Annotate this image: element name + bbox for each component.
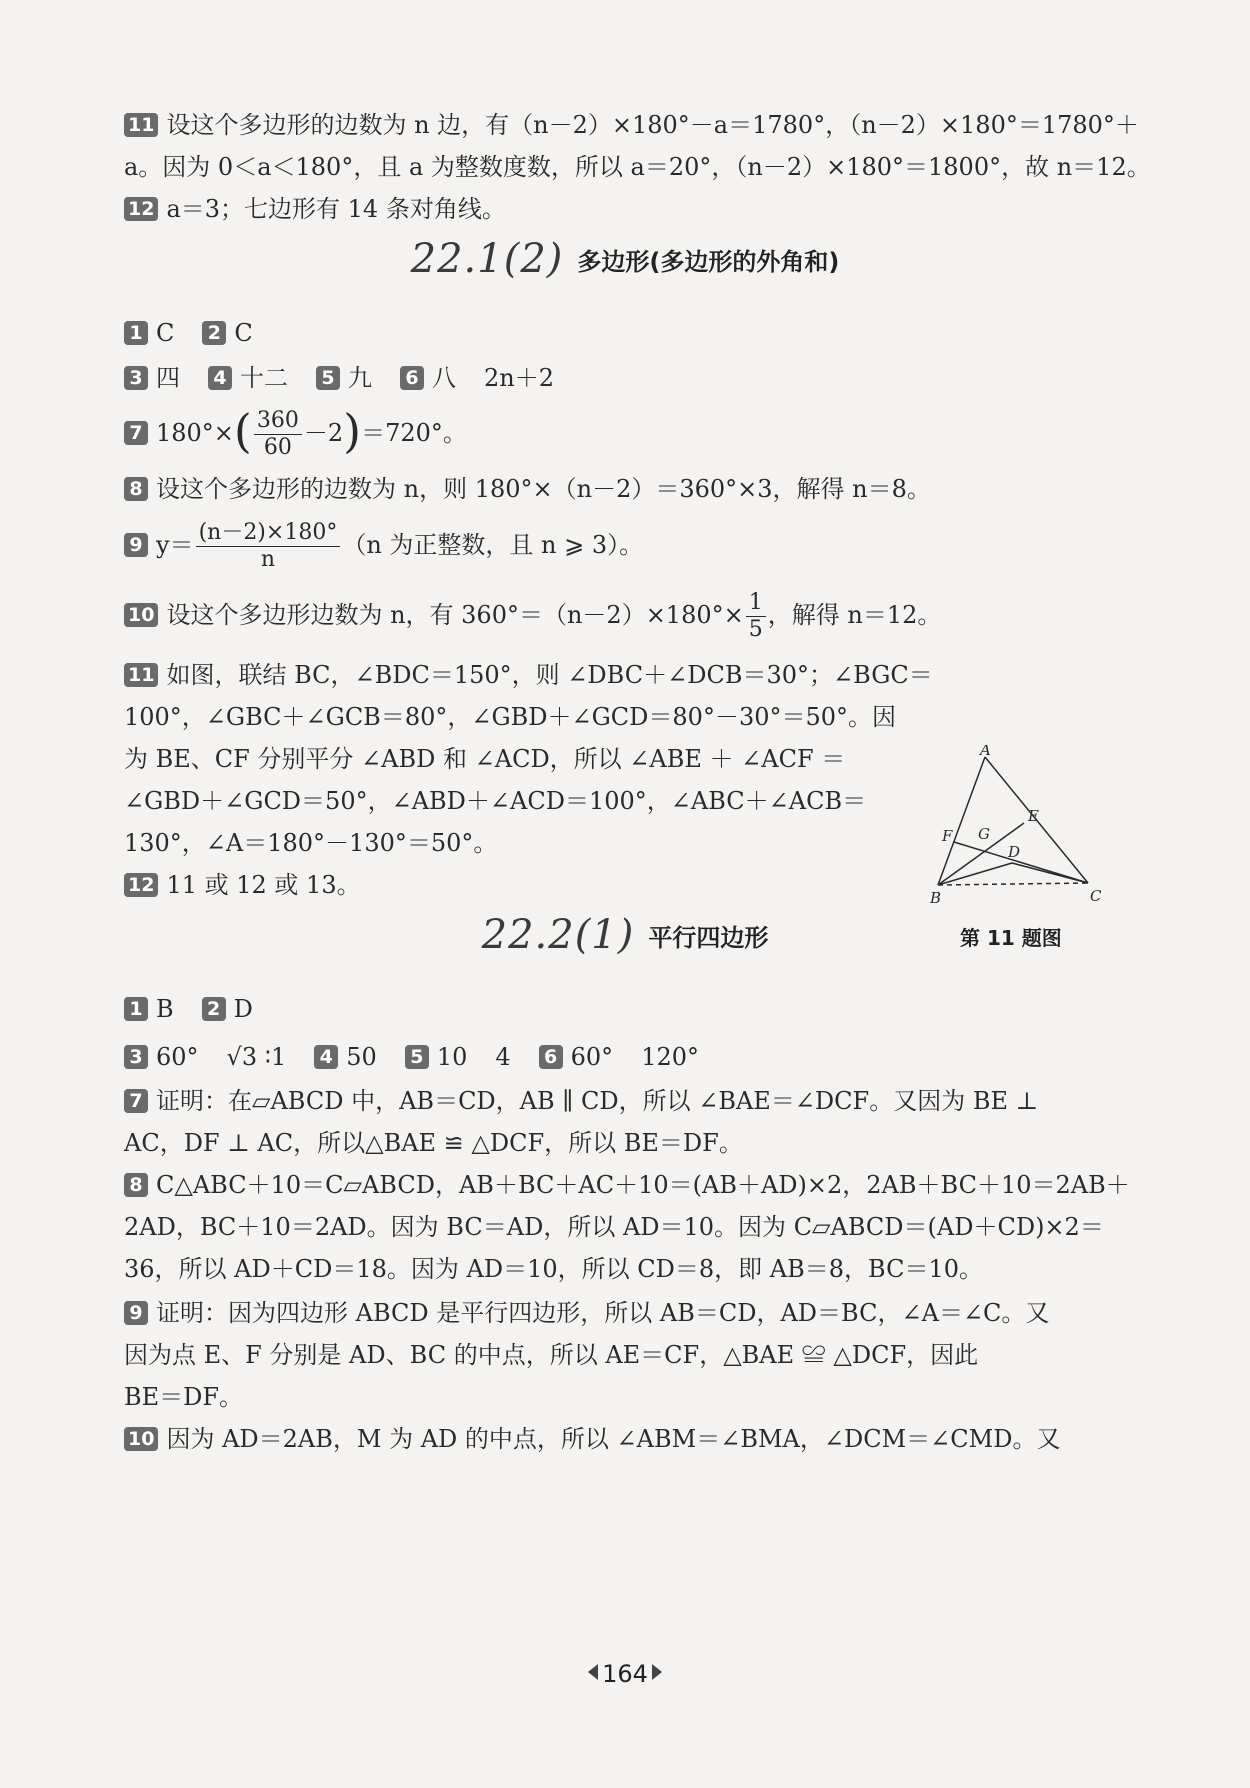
answer-line: [124, 870, 361, 900]
question-number: 8: [124, 1173, 148, 1197]
point-label-E: E: [1028, 807, 1039, 825]
answer-line: ∠GBD＋∠GCD＝50°，∠ABD＋∠ACD＝100°，∠ABC＋∠ACB＝: [124, 787, 867, 815]
question-number: 7: [124, 421, 148, 445]
figure-caption: 第 11 题图: [960, 926, 1062, 950]
answer-line: [124, 515, 643, 575]
section-header: [0, 912, 1250, 958]
fraction-denominator: 5: [748, 617, 763, 642]
answer-text: 如图，联结 BC，∠BDC＝150°，则 ∠DBC＋∠DCB＝30°；∠BGC＝: [166, 661, 933, 689]
answer-text: 因为 AD＝2AB，M 为 AD 的中点，所以 ∠ABM＝∠BMA，∠DCM＝∠CMD。又: [166, 1425, 1061, 1453]
answer-line: [124, 994, 253, 1024]
answer-text: ＝720°。: [361, 419, 467, 447]
answer-line: AC，DF ⊥ AC，所以△BAE ≌ △DCF，所以 BE＝DF。: [124, 1129, 743, 1157]
question-number: 10: [124, 1427, 158, 1451]
answer-text: 证明：在▱ABCD 中，AB＝CD，AB ∥ CD，所以 ∠BAE＝∠DCF。又因为 BE ⊥: [156, 1087, 1039, 1115]
answer-text: 120°: [641, 1043, 699, 1071]
answer-text: －2: [303, 419, 344, 447]
point-label-C: C: [1090, 887, 1102, 905]
point-label-F: F: [942, 827, 953, 845]
answer-line: [124, 474, 931, 504]
fraction-denominator: 60: [263, 435, 292, 460]
question-number: 7: [124, 1089, 148, 1113]
answer-line: [124, 194, 506, 224]
fraction-numerator: (n－2)×180°: [196, 520, 341, 547]
answer-line: 100°，∠GBC＋∠GCB＝80°，∠GBD＋∠GCD＝80°－30°＝50°。因: [124, 703, 897, 731]
section-title: 多边形(多边形的外角和): [577, 247, 840, 276]
answer-line: [124, 110, 1139, 140]
question-number: 9: [124, 1301, 148, 1325]
question-number: 12: [124, 197, 158, 221]
answer-text: √3 ∶1: [226, 1043, 287, 1071]
answer-text: C: [234, 319, 253, 347]
question-number: 3: [124, 1045, 148, 1069]
answer-line: [124, 318, 253, 348]
question-number: 9: [124, 533, 148, 557]
question-number: 4: [314, 1045, 338, 1069]
answer-text: 60°: [156, 1043, 199, 1071]
answer-line: 为 BE、CF 分别平分 ∠ABD 和 ∠ACD，所以 ∠ABE ＋ ∠ACF ＝: [124, 745, 846, 773]
answer-text: y＝: [156, 531, 194, 559]
answer-text: C: [156, 319, 175, 347]
answer-line: [124, 585, 941, 645]
question-number: 11: [124, 663, 158, 687]
answer-line: [124, 363, 554, 393]
segment-CF: [954, 842, 1088, 883]
question-number: 1: [124, 997, 148, 1021]
answer-text: 11 或 12 或 13。: [166, 871, 361, 899]
page-number-text: 164: [602, 1660, 648, 1688]
answer-text: 设这个多边形边数为 n，有 360°＝（n－2）×180°×: [166, 601, 744, 629]
segment-BC: [938, 883, 1088, 885]
answer-text: （n 为正整数，且 n ⩾ 3）。: [342, 531, 644, 559]
answer-text: D: [233, 995, 253, 1023]
answer-line: [124, 1086, 1038, 1116]
answer-line: [124, 152, 1151, 182]
point-label-G: G: [978, 825, 990, 843]
answer-text: a。因为 0＜a＜180°，且 a 为整数度数，所以 a＝20°，（n－2）×180°＝1800°，故 n＝12。: [124, 153, 1151, 181]
fraction: [254, 408, 302, 461]
answer-line: [124, 1298, 1049, 1328]
answer-text: a＝3；七边形有 14 条对角线。: [166, 195, 506, 223]
answer-text: ，解得 n＝12。: [767, 601, 942, 629]
point-label-D: D: [1008, 843, 1021, 861]
answer-text: 60°: [570, 1043, 614, 1071]
point-label-B: B: [930, 889, 942, 905]
page-number: [0, 1660, 1250, 1688]
answer-text: 设这个多边形的边数为 n，则 180°×（n－2）＝360°×3，解得 n＝8。: [156, 475, 931, 503]
answer-line: [124, 1042, 699, 1072]
answer-line: [124, 1424, 1060, 1454]
segment-AB: [938, 757, 985, 885]
segment-DC: [1012, 863, 1088, 883]
question-number: 2: [202, 321, 226, 345]
answer-line: 2AD，BC＋10＝2AD。因为 BC＝AD，所以 AD＝10。因为 C▱ABCD＝(AD＋CD)×2＝: [124, 1213, 1104, 1241]
answer-text: 设这个多边形的边数为 n 边，有（n－2）×180°－a＝1780°，（n－2）×180°＝1780°＋: [166, 111, 1139, 139]
question-number: 6: [539, 1045, 563, 1069]
segment-BD: [938, 863, 1012, 885]
fraction-denominator: n: [260, 547, 276, 572]
answer-text: 10: [436, 1043, 468, 1071]
geometry-figure: [930, 745, 1105, 905]
question-number: 1: [124, 321, 148, 345]
section-header: [0, 236, 1250, 282]
question-number: 5: [405, 1045, 429, 1069]
question-number: 11: [124, 113, 158, 137]
answer-text: 4: [495, 1043, 511, 1071]
section-number: 22.1(2): [410, 236, 564, 282]
fraction-numerator: 1: [746, 590, 766, 617]
triangle-right-icon: [652, 1664, 662, 1680]
section-title: 平行四边形: [648, 923, 769, 952]
section-number: 22.2(1): [481, 912, 635, 958]
question-number: 12: [124, 873, 158, 897]
answer-text: C△ABC＋10＝C▱ABCD，AB＋BC＋AC＋10＝(AB＋AD)×2，2AB＋BC＋10＝2AB＋: [156, 1171, 1130, 1199]
fraction: [746, 590, 766, 643]
triangle-left-icon: [588, 1664, 598, 1680]
answer-text: 四: [156, 364, 180, 392]
point-label-A: A: [980, 745, 991, 759]
answer-text: 八: [432, 364, 456, 392]
fraction: [196, 520, 341, 573]
answer-line: 7 180°×( $\frac{360}{60}$ －2)＝720°。: [124, 408, 467, 461]
question-number: 10: [124, 603, 158, 627]
question-number: 8: [124, 477, 148, 501]
fraction-numerator: 360: [254, 408, 302, 435]
answer-line: 因为点 E、F 分别是 AD、BC 的中点，所以 AE＝CF，△BAE ≌ △DCF，因此: [124, 1341, 979, 1369]
answer-text: 180°×: [156, 419, 234, 447]
question-number: 2: [202, 997, 226, 1021]
answer-text: B: [156, 995, 174, 1023]
answer-text: 2n＋2: [484, 364, 554, 392]
question-number: 6: [400, 366, 424, 390]
question-number: 5: [316, 366, 340, 390]
answer-text: 证明：因为四边形 ABCD 是平行四边形，所以 AB＝CD，AD＝BC，∠A＝∠C。又: [156, 1299, 1050, 1327]
answer-line: 130°，∠A＝180°－130°＝50°。: [124, 829, 498, 857]
answer-line: [124, 1170, 1130, 1200]
answer-line: 36，所以 AD＋CD＝18。因为 AD＝10，所以 CD＝8，即 AB＝8，BC＝10。: [124, 1255, 983, 1283]
question-number: 3: [124, 366, 148, 390]
question-number: 4: [208, 366, 232, 390]
answer-text: 50: [346, 1043, 377, 1071]
answer-line: BE＝DF。: [124, 1383, 244, 1411]
answer-line: [124, 660, 933, 690]
answer-text: 十二: [240, 364, 288, 392]
answer-text: 九: [348, 364, 372, 392]
